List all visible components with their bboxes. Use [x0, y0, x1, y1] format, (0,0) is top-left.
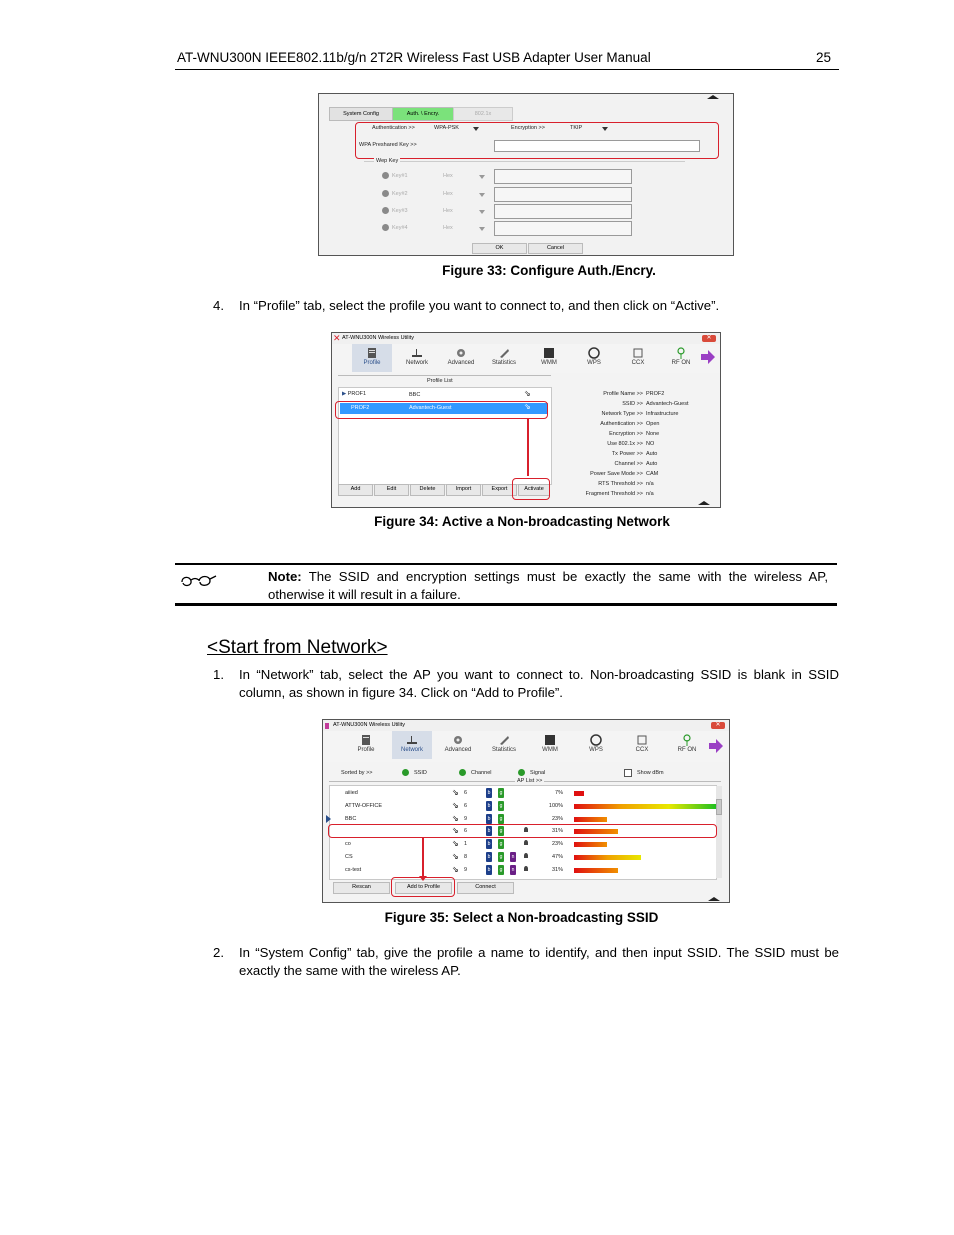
close-icon[interactable]: ✕ [711, 722, 725, 729]
key1-input[interactable] [494, 169, 632, 184]
wep-group-line [364, 161, 685, 162]
tab-rf-on[interactable] [667, 731, 707, 759]
figure-33-caption: Figure 33: Configure Auth./Encry. [442, 263, 656, 278]
step-1-text: In “Network” tab, select the AP you want to connect to. Non-broadcasting SSID is blank in SSID column, as shown in figure 34. Click on “Add to Profile”. [239, 667, 839, 700]
phy-mode-g-icon: g [499, 815, 503, 822]
next-arrow-icon[interactable] [708, 739, 724, 753]
tab-wmm[interactable] [530, 731, 570, 759]
antenna-icon [681, 734, 693, 746]
detail-label: Use 802.1x >> [607, 441, 643, 447]
key3-radio[interactable] [382, 207, 389, 214]
infrastructure-icon: ⇘ [452, 839, 459, 849]
hidden-ssid-highlight [328, 824, 717, 838]
key4-label: Key#4 [392, 225, 408, 231]
activate-highlight [512, 478, 550, 500]
network-icon [411, 347, 423, 359]
ccx-icon [636, 734, 648, 746]
running-header-title: AT-WNU300N IEEE802.11b/g/n 2T2R Wireless Fast USB Adapter User Manual [177, 50, 651, 65]
highlight-connector [422, 837, 424, 880]
wps-icon [590, 734, 602, 746]
wmm-icon [543, 347, 555, 359]
tab-label: Network [405, 360, 428, 366]
tab-profile[interactable] [352, 344, 392, 372]
ap-signal: 7% [555, 790, 563, 796]
key4-type[interactable]: Hex [443, 225, 453, 231]
infrastructure-icon: ⇘ [452, 826, 459, 836]
detail-value: Infrastructure [646, 411, 679, 417]
phy-mode-b-icon: b [487, 790, 491, 796]
ap-channel: 6 [464, 790, 468, 796]
window-titlebar [332, 333, 720, 344]
network-icon [406, 734, 418, 746]
window-titlebar [323, 720, 729, 731]
key3-label: Key#3 [392, 208, 408, 214]
ap-channel: 9 [464, 815, 468, 822]
ap-channel: 8 [464, 854, 468, 860]
collapse-arrow-icon[interactable] [708, 897, 720, 901]
encryption-label: Encryption >> [511, 125, 545, 131]
detail-label: SSID >> [622, 401, 643, 407]
encryption-select[interactable]: TKIP [570, 125, 583, 131]
tab-label: CCX [631, 360, 645, 366]
ap-ssid: aiiied [345, 790, 358, 796]
detail-value: Advantech-Guest [646, 401, 689, 407]
tab-label: Network [400, 747, 423, 753]
signal-bar [574, 817, 607, 822]
connection-icon: ⇘ [524, 389, 531, 398]
highlight-connector [527, 418, 529, 476]
detail-value: n/a [646, 491, 654, 497]
ap-channel: 6 [464, 802, 468, 809]
ap-signal: 47% [551, 854, 563, 860]
tab-auth-encry[interactable]: Auth. \ Encry. [392, 107, 454, 121]
tab-wmm[interactable] [529, 344, 569, 372]
key1-type[interactable]: Hex [443, 173, 453, 179]
window-title: AT-WNU300N Wireless Utility [333, 722, 406, 728]
tab-8021x[interactable]: 802.1x [453, 107, 513, 121]
close-icon[interactable]: ✕ [702, 335, 716, 342]
detail-value: NO [646, 441, 655, 447]
export-button[interactable]: Export [482, 484, 517, 496]
phy-mode-n-icon: n [511, 866, 515, 873]
signal-bar [574, 868, 618, 873]
infrastructure-icon: ⇘ [452, 864, 459, 874]
collapse-arrow-icon[interactable] [701, 95, 725, 99]
phy-mode-b-icon: b [487, 828, 491, 835]
detail-label: Power Save Mode >> [590, 471, 643, 477]
sort-signal-radio[interactable] [518, 769, 525, 776]
chevron-down-icon[interactable] [473, 127, 479, 131]
profile-list-title: Profile List [427, 378, 453, 384]
sort-channel-label: Channel [471, 770, 492, 776]
current-ap-marker-icon [326, 815, 331, 823]
step-4-text: In “Profile” tab, select the profile you want to connect to, and then click on “Active”. [239, 298, 720, 313]
phy-mode-b-icon: b [487, 854, 491, 860]
statistics-icon [498, 347, 510, 359]
tab-label: Profile [363, 360, 381, 366]
tab-label: WMM [541, 360, 557, 366]
ap-channel: 1 [464, 841, 468, 848]
app-logo-icon [325, 723, 329, 729]
key3-input[interactable] [494, 204, 632, 219]
tab-profile[interactable] [346, 731, 386, 759]
page-number: 25 [816, 50, 832, 65]
detail-value: None [646, 431, 660, 437]
sort-ssid-radio[interactable] [402, 769, 409, 776]
note-body: The SSID and encryption settings must be exactly the same with the wireless AP, otherwise it will result in a failure. [268, 569, 828, 602]
table-row[interactable] [329, 839, 715, 851]
connection-icon: ⇘ [524, 402, 531, 411]
figure-34-caption: Figure 34: Active a Non-broadcasting Network [374, 514, 670, 529]
sorted-by-label: Sorted by >> [341, 770, 373, 776]
detail-value: Auto [646, 461, 658, 467]
rescan-button[interactable]: Rescan [333, 882, 390, 894]
detail-value: CAM [646, 471, 659, 477]
tab-advanced[interactable] [441, 344, 481, 372]
add-to-profile-highlight [391, 877, 455, 897]
list-item[interactable]: ▶ PROF1 [342, 391, 367, 397]
phy-mode-g-icon: g [499, 802, 503, 809]
tab-label: Statistics [491, 747, 516, 753]
tab-label: CCX [635, 747, 649, 753]
phy-mode-g-icon: g [499, 790, 503, 796]
ok-button[interactable]: OK [472, 243, 527, 254]
chevron-down-icon[interactable] [479, 227, 485, 231]
phy-mode-b-icon: b [487, 841, 491, 848]
phy-mode-b-icon: b [487, 802, 491, 809]
profile-list-rule [338, 375, 551, 376]
phy-mode-n-icon: n [511, 854, 515, 860]
signal-bar [574, 791, 584, 796]
selected-profile-highlight [335, 401, 548, 419]
sort-ssid-label: SSID [414, 770, 427, 776]
signal-bar [574, 855, 641, 860]
activate-button[interactable]: Activate [518, 484, 550, 496]
detail-value: n/a [646, 481, 654, 487]
antenna-icon [675, 347, 687, 359]
statistics-icon [498, 734, 510, 746]
edit-button[interactable]: Edit [374, 484, 409, 496]
detail-label: Channel >> [614, 461, 643, 467]
ap-ssid: CS [345, 854, 353, 860]
tab-wps[interactable] [576, 731, 616, 759]
toolbar [332, 344, 720, 373]
sort-channel-radio[interactable] [459, 769, 466, 776]
psk-input[interactable] [494, 140, 700, 152]
ap-channel: 9 [464, 866, 468, 873]
collapse-arrow-icon[interactable] [698, 501, 710, 505]
connect-button[interactable]: Connect [457, 882, 514, 894]
auth-select[interactable]: WPA-PSK [434, 125, 459, 131]
delete-button[interactable]: Delete [410, 484, 445, 496]
profile-icon [360, 734, 372, 746]
infrastructure-icon: ⇘ [452, 813, 459, 823]
glasses-icon [180, 572, 218, 593]
ap-ssid: cs-test [345, 866, 362, 873]
gear-icon [452, 734, 464, 746]
tab-statistics[interactable] [484, 344, 524, 372]
key4-input[interactable] [494, 221, 632, 236]
tab-label: RF ON [677, 747, 697, 753]
toolbar [323, 731, 729, 762]
table-row[interactable] [329, 865, 715, 877]
step-2-text: In “System Config” tab, give the profile a name to identify, and then input SSID. The SSID must be exactly the same with the wireless AP. [239, 945, 839, 978]
phy-mode-g-icon: g [499, 841, 503, 848]
detail-value: Auto [646, 451, 658, 457]
phy-mode-g-icon: g [499, 854, 503, 860]
note-label: Note: [268, 569, 302, 584]
detail-label: RTS Threshold >> [598, 481, 643, 487]
tab-label: Advanced [444, 747, 472, 753]
sort-signal-label: Signal [530, 770, 546, 776]
wps-icon [588, 347, 600, 359]
table-row[interactable] [329, 788, 715, 800]
window-title: AT-WNU300N Wireless Utility [342, 335, 415, 341]
ap-signal: 31% [551, 828, 563, 835]
note-bottom-rule [175, 603, 837, 606]
step-4-number: 4. [213, 298, 224, 313]
figure-35-caption: Figure 35: Select a Non-broadcasting SSID [384, 910, 659, 925]
infrastructure-icon: ⇘ [452, 800, 459, 810]
detail-label: Authentication >> [600, 421, 643, 427]
key2-radio[interactable] [382, 190, 389, 197]
note-text [268, 568, 828, 604]
tab-advanced[interactable] [438, 731, 478, 759]
figure-33-auth-encry-dialog [318, 93, 734, 256]
ap-ssid: BBC [345, 815, 357, 822]
key2-type[interactable]: Hex [443, 191, 453, 197]
add-button[interactable]: Add [338, 484, 373, 496]
wep-group-label: Wep Key [376, 158, 399, 164]
app-logo-icon: ✕ [333, 333, 341, 343]
tab-rf-on[interactable] [661, 344, 701, 372]
chevron-down-icon[interactable] [602, 127, 608, 131]
tab-network[interactable] [392, 731, 432, 759]
show-dbm-label: Show dBm [637, 770, 664, 776]
phy-mode-b-icon: b [487, 866, 491, 873]
chevron-down-icon[interactable] [479, 210, 485, 214]
header-rule [175, 69, 839, 70]
tab-system-config[interactable]: System Config [329, 107, 393, 121]
ap-signal: 23% [551, 841, 563, 848]
tab-wps[interactable] [574, 344, 614, 372]
phy-mode-b-icon: b [487, 815, 491, 822]
table-row[interactable] [329, 852, 715, 864]
tab-label: RF ON [671, 360, 691, 366]
ap-ssid: co [345, 841, 351, 848]
cancel-button[interactable]: Cancel [528, 243, 583, 254]
note-top-rule [175, 563, 837, 565]
profile-icon [366, 347, 378, 359]
table-row[interactable] [329, 801, 715, 813]
figure-35-network-window [322, 719, 730, 903]
show-dbm-checkbox[interactable] [624, 769, 632, 777]
tab-label: Statistics [491, 360, 516, 366]
tab-label: WPS [587, 360, 601, 366]
wmm-icon [544, 734, 556, 746]
detail-value: PROF2 [646, 391, 665, 397]
step-1-number: 1. [213, 667, 224, 682]
infrastructure-icon: ⇘ [452, 852, 459, 861]
lock-icon [524, 866, 528, 871]
detail-label: Fragment Threshold >> [585, 491, 643, 497]
profile-name: PROF2 [351, 405, 370, 411]
lock-icon [524, 853, 528, 858]
tab-label: Profile [357, 747, 375, 753]
signal-bar [574, 804, 716, 809]
signal-bar [574, 842, 607, 847]
lock-icon [524, 840, 528, 845]
tab-label: Advanced [447, 360, 475, 366]
next-arrow-icon[interactable] [700, 350, 716, 364]
gear-icon [455, 347, 467, 359]
tab-label: WMM [542, 747, 558, 753]
profile-ssid: Advantech-Guest [409, 405, 452, 411]
key4-radio[interactable] [382, 224, 389, 231]
figure-34-profile-window [331, 332, 721, 508]
step-2-number: 2. [213, 945, 224, 960]
import-button[interactable]: Import [446, 484, 481, 496]
tab-label: WPS [589, 747, 603, 753]
ap-signal: 23% [551, 815, 563, 822]
ap-signal: 31% [551, 866, 563, 873]
ap-channel: 6 [464, 828, 468, 835]
detail-label: Network Type >> [601, 411, 643, 417]
detail-label: Profile Name >> [603, 391, 643, 397]
chevron-down-icon[interactable] [479, 193, 485, 197]
key1-label: Key#1 [392, 173, 408, 179]
detail-value: Open [646, 421, 660, 427]
tab-ccx[interactable] [618, 344, 658, 372]
section-heading: <Start from Network> [207, 637, 388, 658]
tab-network[interactable] [397, 344, 437, 372]
profile-ssid: BBC [409, 392, 421, 398]
ap-signal: 100% [548, 802, 563, 809]
phy-mode-g-icon: g [499, 828, 503, 835]
detail-label: Tx Power >> [611, 451, 643, 457]
auth-label: Authentication >> [372, 125, 415, 131]
infrastructure-icon: ⇘ [452, 788, 459, 797]
ap-list-title: AP List >> [517, 778, 543, 784]
detail-label: Encryption >> [609, 431, 643, 437]
add-to-profile-button[interactable]: Add to Profile [395, 882, 452, 894]
tab-ccx[interactable] [622, 731, 662, 759]
key2-input[interactable] [494, 187, 632, 202]
psk-label: WPA Preshared Key >> [359, 142, 417, 148]
chevron-down-icon[interactable] [479, 175, 485, 179]
key2-label: Key#2 [392, 191, 408, 197]
ccx-icon [632, 347, 644, 359]
phy-mode-g-icon: g [499, 866, 503, 873]
key1-radio[interactable] [382, 172, 389, 179]
key3-type[interactable]: Hex [443, 208, 453, 214]
ap-ssid: ATTW-OFFICE [345, 802, 383, 809]
tab-statistics[interactable] [484, 731, 524, 759]
